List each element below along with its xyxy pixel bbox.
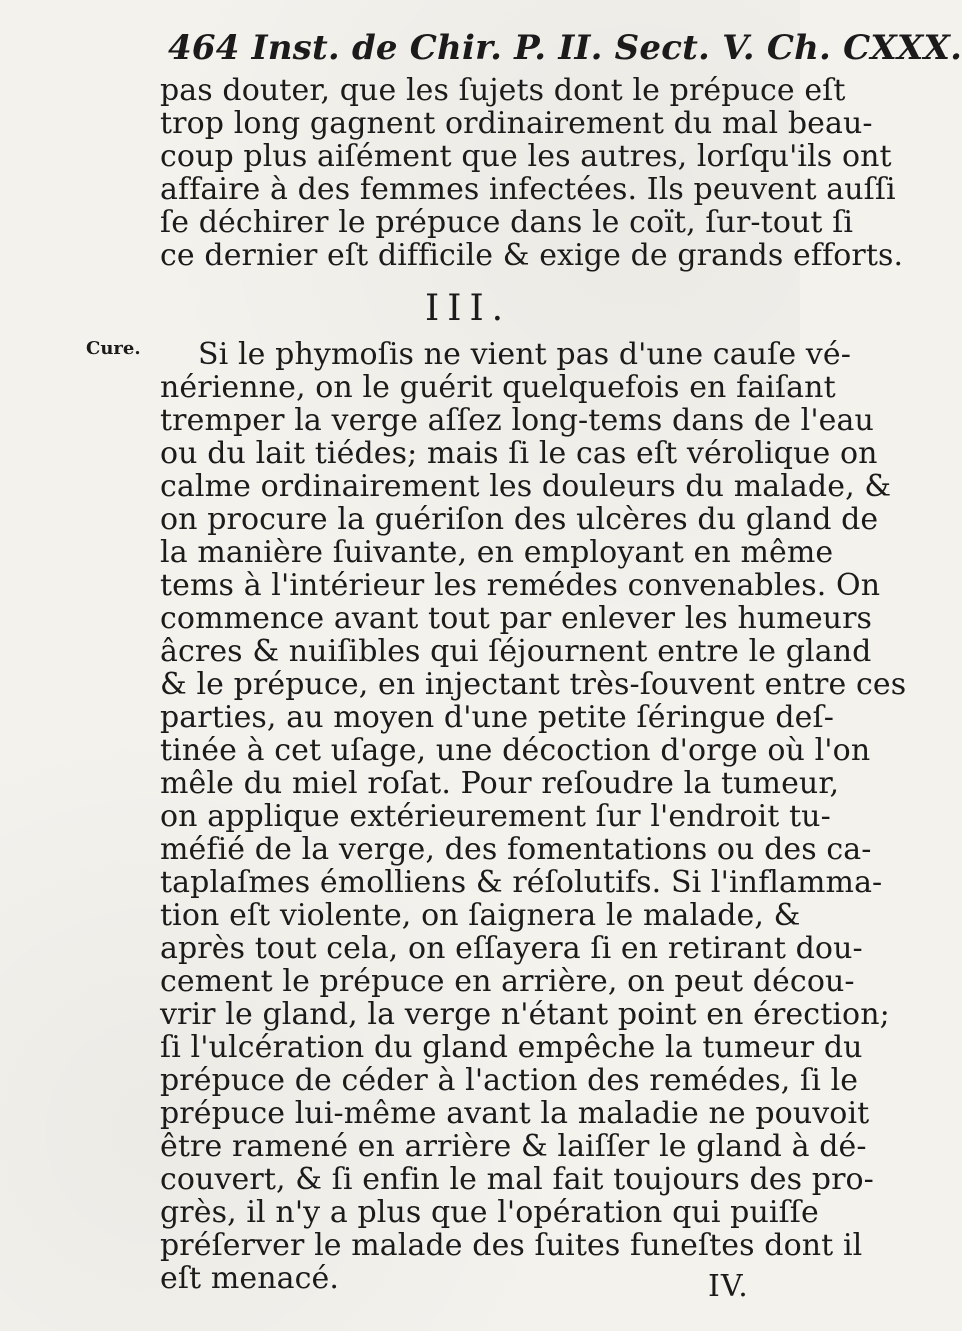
running-head: 464 Inst. de Chir. P. II. Sect. V. Ch. CXXX. [168,28,962,68]
text-line: & le prépuce, en injectant très-ſouvent entre ces [160,667,907,702]
text-line: âcres & nuiſibles qui ſéjournent entre le gland [160,634,872,669]
section-heading: III. [425,288,512,329]
text-line: on applique extérieurement ſur l'endroit tu- [160,799,831,834]
margin-note: Cure. [86,338,141,359]
text-line: tinée à cet uſage, une décoction d'orge où l'on [160,733,871,768]
text-line: ou du lait tiédes; mais ſi le cas eſt vérolique on [160,436,878,471]
text-line: cement le prépuce en arrière, on peut décou- [160,964,855,999]
text-line: couvert, & ſi enfin le mal fait toujours des pro- [160,1162,874,1197]
catchword: IV. [708,1269,749,1304]
text-line: la manière ſuivante, en employant en même [160,535,834,570]
text-line: on procure la guériſon des ulcères du gland de [160,502,879,537]
text-line: ſe déchirer le prépuce dans le coït, ſur-tout ſi [160,205,854,240]
text-line: ce dernier eſt difficile & exige de grands efforts. [160,238,904,273]
text-line: affaire à des femmes infectées. Ils peuvent auſſi [160,172,896,207]
text-line: pas douter, que les ſujets dont le prépuce eſt [160,73,846,108]
text-line: tremper la verge aſſez long-tems dans de l'eau [160,403,874,438]
text-line: eſt menacé. [160,1261,340,1296]
text-line: coup plus aiſément que les autres, lorſqu'ils ont [160,139,892,174]
text-line: trop long gagnent ordinairement du mal beau- [160,106,873,141]
text-line: tems à l'intérieur les remédes convenables. On [160,568,881,603]
text-line: nérienne, on le guérit quelquefois en faiſant [160,370,836,405]
text-line: commence avant tout par enlever les humeurs [160,601,873,636]
text-line: méfié de la verge, des fomentations ou des ca- [160,832,872,867]
text-line: parties, au moyen d'une petite ſéringue deſ- [160,700,834,735]
text-line: grès, il n'y a plus que l'opération qui puiſſe [160,1195,819,1230]
text-line: prépuce lui-même avant la maladie ne pouvoit [160,1096,870,1131]
text-line: mêle du miel roſat. Pour reſoudre la tumeur, [160,766,840,801]
text-line: être ramené en arrière & laiſſer le gland à dé- [160,1129,867,1164]
text-line: préſerver le malade des ſuites funeſtes dont il [160,1228,863,1263]
text-line: vrir le gland, la verge n'étant point en érection; [160,997,890,1032]
text-line: après tout cela, on eſſayera ſi en retirant dou- [160,931,863,966]
text-line: calme ordinairement les douleurs du malade, & [160,469,892,504]
text-line: prépuce de céder à l'action des remédes, ſi le [160,1063,859,1098]
text-line: Si le phymoſis ne vient pas d'une cauſe vé- [198,337,851,372]
text-line: ſi l'ulcération du gland empêche la tumeur du [160,1030,863,1065]
text-line: taplaſmes émolliens & réſolutifs. Si l'inflamma- [160,865,883,900]
text-line: tion eſt violente, on ſaignera le malade, & [160,898,801,933]
